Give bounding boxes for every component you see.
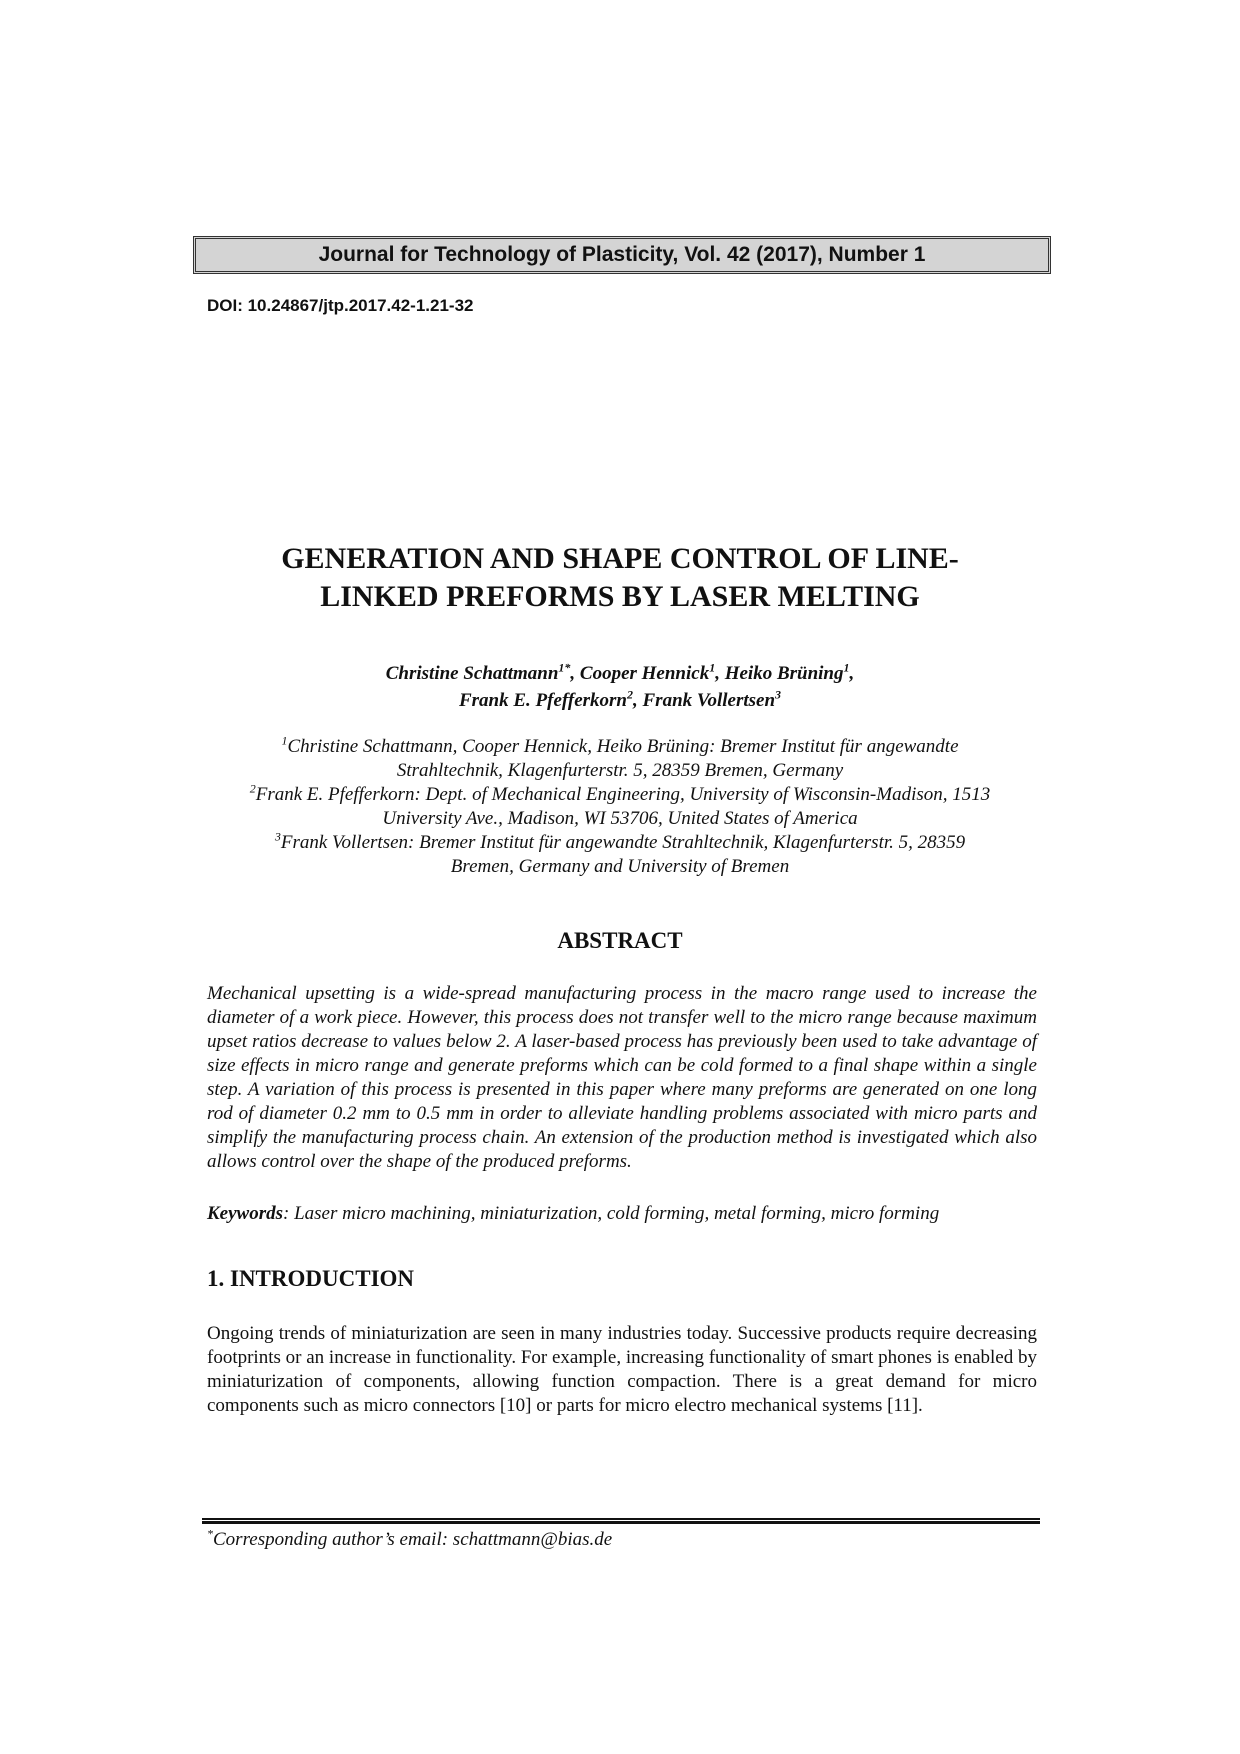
abstract-heading: ABSTRACT xyxy=(557,928,683,953)
affiliation-marker: 3 xyxy=(274,829,281,844)
author-affiliation-marker: 1 xyxy=(843,660,850,675)
keywords-text: : Laser micro machining, miniaturization, cold forming, metal forming, micro forming xyxy=(283,1203,940,1224)
author-name: Christine Schattmann xyxy=(385,663,559,684)
footnote xyxy=(207,1528,612,1552)
introduction-text: Ongoing trends of miniaturization are seen in many industries today. Successive products require decreasing footprints or an increase in functionality. For example, increasing functionality of smart phones is enabled by miniaturization of components, allowing function compaction. There is a great demand for micro components such as micro connectors [10] or parts for micro electro mechanical systems [11]. xyxy=(207,1323,1037,1416)
affiliation-list xyxy=(180,735,1060,879)
affiliation-text: Frank E. Pfefferkorn: Dept. of Mechanical Engineering, University of Wisconsin-Madison, 1513 xyxy=(255,784,991,805)
affiliation-marker: 1 xyxy=(281,733,288,748)
affiliation-text: Frank Vollertsen: Bremer Institut für angewandte Strahltechnik, Klagenfurterstr. 5, 28359 xyxy=(280,832,966,853)
journal-title: Journal for Technology of Plasticity, Vol. 42 (2017), Number 1 xyxy=(318,243,926,266)
affiliation-marker: 2 xyxy=(249,781,256,796)
author-name: Frank E. Pfefferkorn xyxy=(458,690,627,711)
author-affiliation-marker: 3 xyxy=(775,687,782,702)
affiliation-1-line-1 xyxy=(180,735,1060,759)
author-separator: , xyxy=(849,663,855,684)
title-line-1: GENERATION AND SHAPE CONTROL OF LINE- xyxy=(281,542,959,575)
affiliation-3-line-1 xyxy=(180,831,1060,855)
author-affiliation-marker: 1 xyxy=(709,660,716,675)
author-separator: , xyxy=(570,663,580,684)
abstract-text: Mechanical upsetting is a wide-spread manufacturing process in the macro range used to increase the diameter of a work piece. However, this process does not transfer well to the micro range because maximum upset ratios decrease to values below 2. A laser-based process has previously been used to take advantage of size effects in micro range and generate preforms which can be cold formed to a final shape within a single step. A variation of this process is presented in this paper where many preforms are generated on one long rod of diameter 0.2 mm to 0.5 mm in order to alleviate handling problems associated with micro parts and simplify the manufacturing process chain. An extension of the production method is investigated which also allows control over the shape of the produced preforms. xyxy=(207,983,1037,1172)
author-affiliation-marker: 2 xyxy=(627,687,633,702)
author-list xyxy=(180,660,1060,714)
affiliation-3-line-2: Bremen, Germany and University of Bremen xyxy=(450,856,790,877)
keywords xyxy=(207,1202,1037,1226)
doi: DOI: 10.24867/jtp.2017.42-1.21-32 xyxy=(207,296,474,315)
author-affiliation-marker: 1* xyxy=(558,660,571,675)
author-line-2 xyxy=(180,687,1060,714)
journal-header-box xyxy=(193,236,1051,274)
footnote-divider xyxy=(202,1518,1040,1524)
section-heading-introduction: 1. INTRODUCTION xyxy=(207,1266,415,1291)
footnote-marker: * xyxy=(207,1526,213,1541)
author-separator: , xyxy=(715,663,725,684)
affiliation-1-line-2: Strahltechnik, Klagenfurterstr. 5, 28359 Bremen, Germany xyxy=(396,760,844,781)
title-line-2: LINKED PREFORMS BY LASER MELTING xyxy=(320,580,920,613)
paper-title xyxy=(180,540,1060,616)
keywords-label: Keywords xyxy=(207,1203,283,1224)
author-line-1 xyxy=(180,660,1060,687)
author-separator: , xyxy=(633,690,643,711)
affiliation-2-line-2: University Ave., Madison, WI 53706, United States of America xyxy=(382,808,858,829)
author-name: Frank Vollertsen xyxy=(642,690,776,711)
affiliation-text: Christine Schattmann, Cooper Hennick, Heiko Brüning: Bremer Institut für angewandte xyxy=(287,736,959,757)
author-name: Heiko Brüning xyxy=(724,663,844,684)
footnote-text: Corresponding author’s email: schattmann@bias.de xyxy=(213,1529,613,1550)
author-name: Cooper Hennick xyxy=(579,663,710,684)
affiliation-2-line-1 xyxy=(180,783,1060,807)
